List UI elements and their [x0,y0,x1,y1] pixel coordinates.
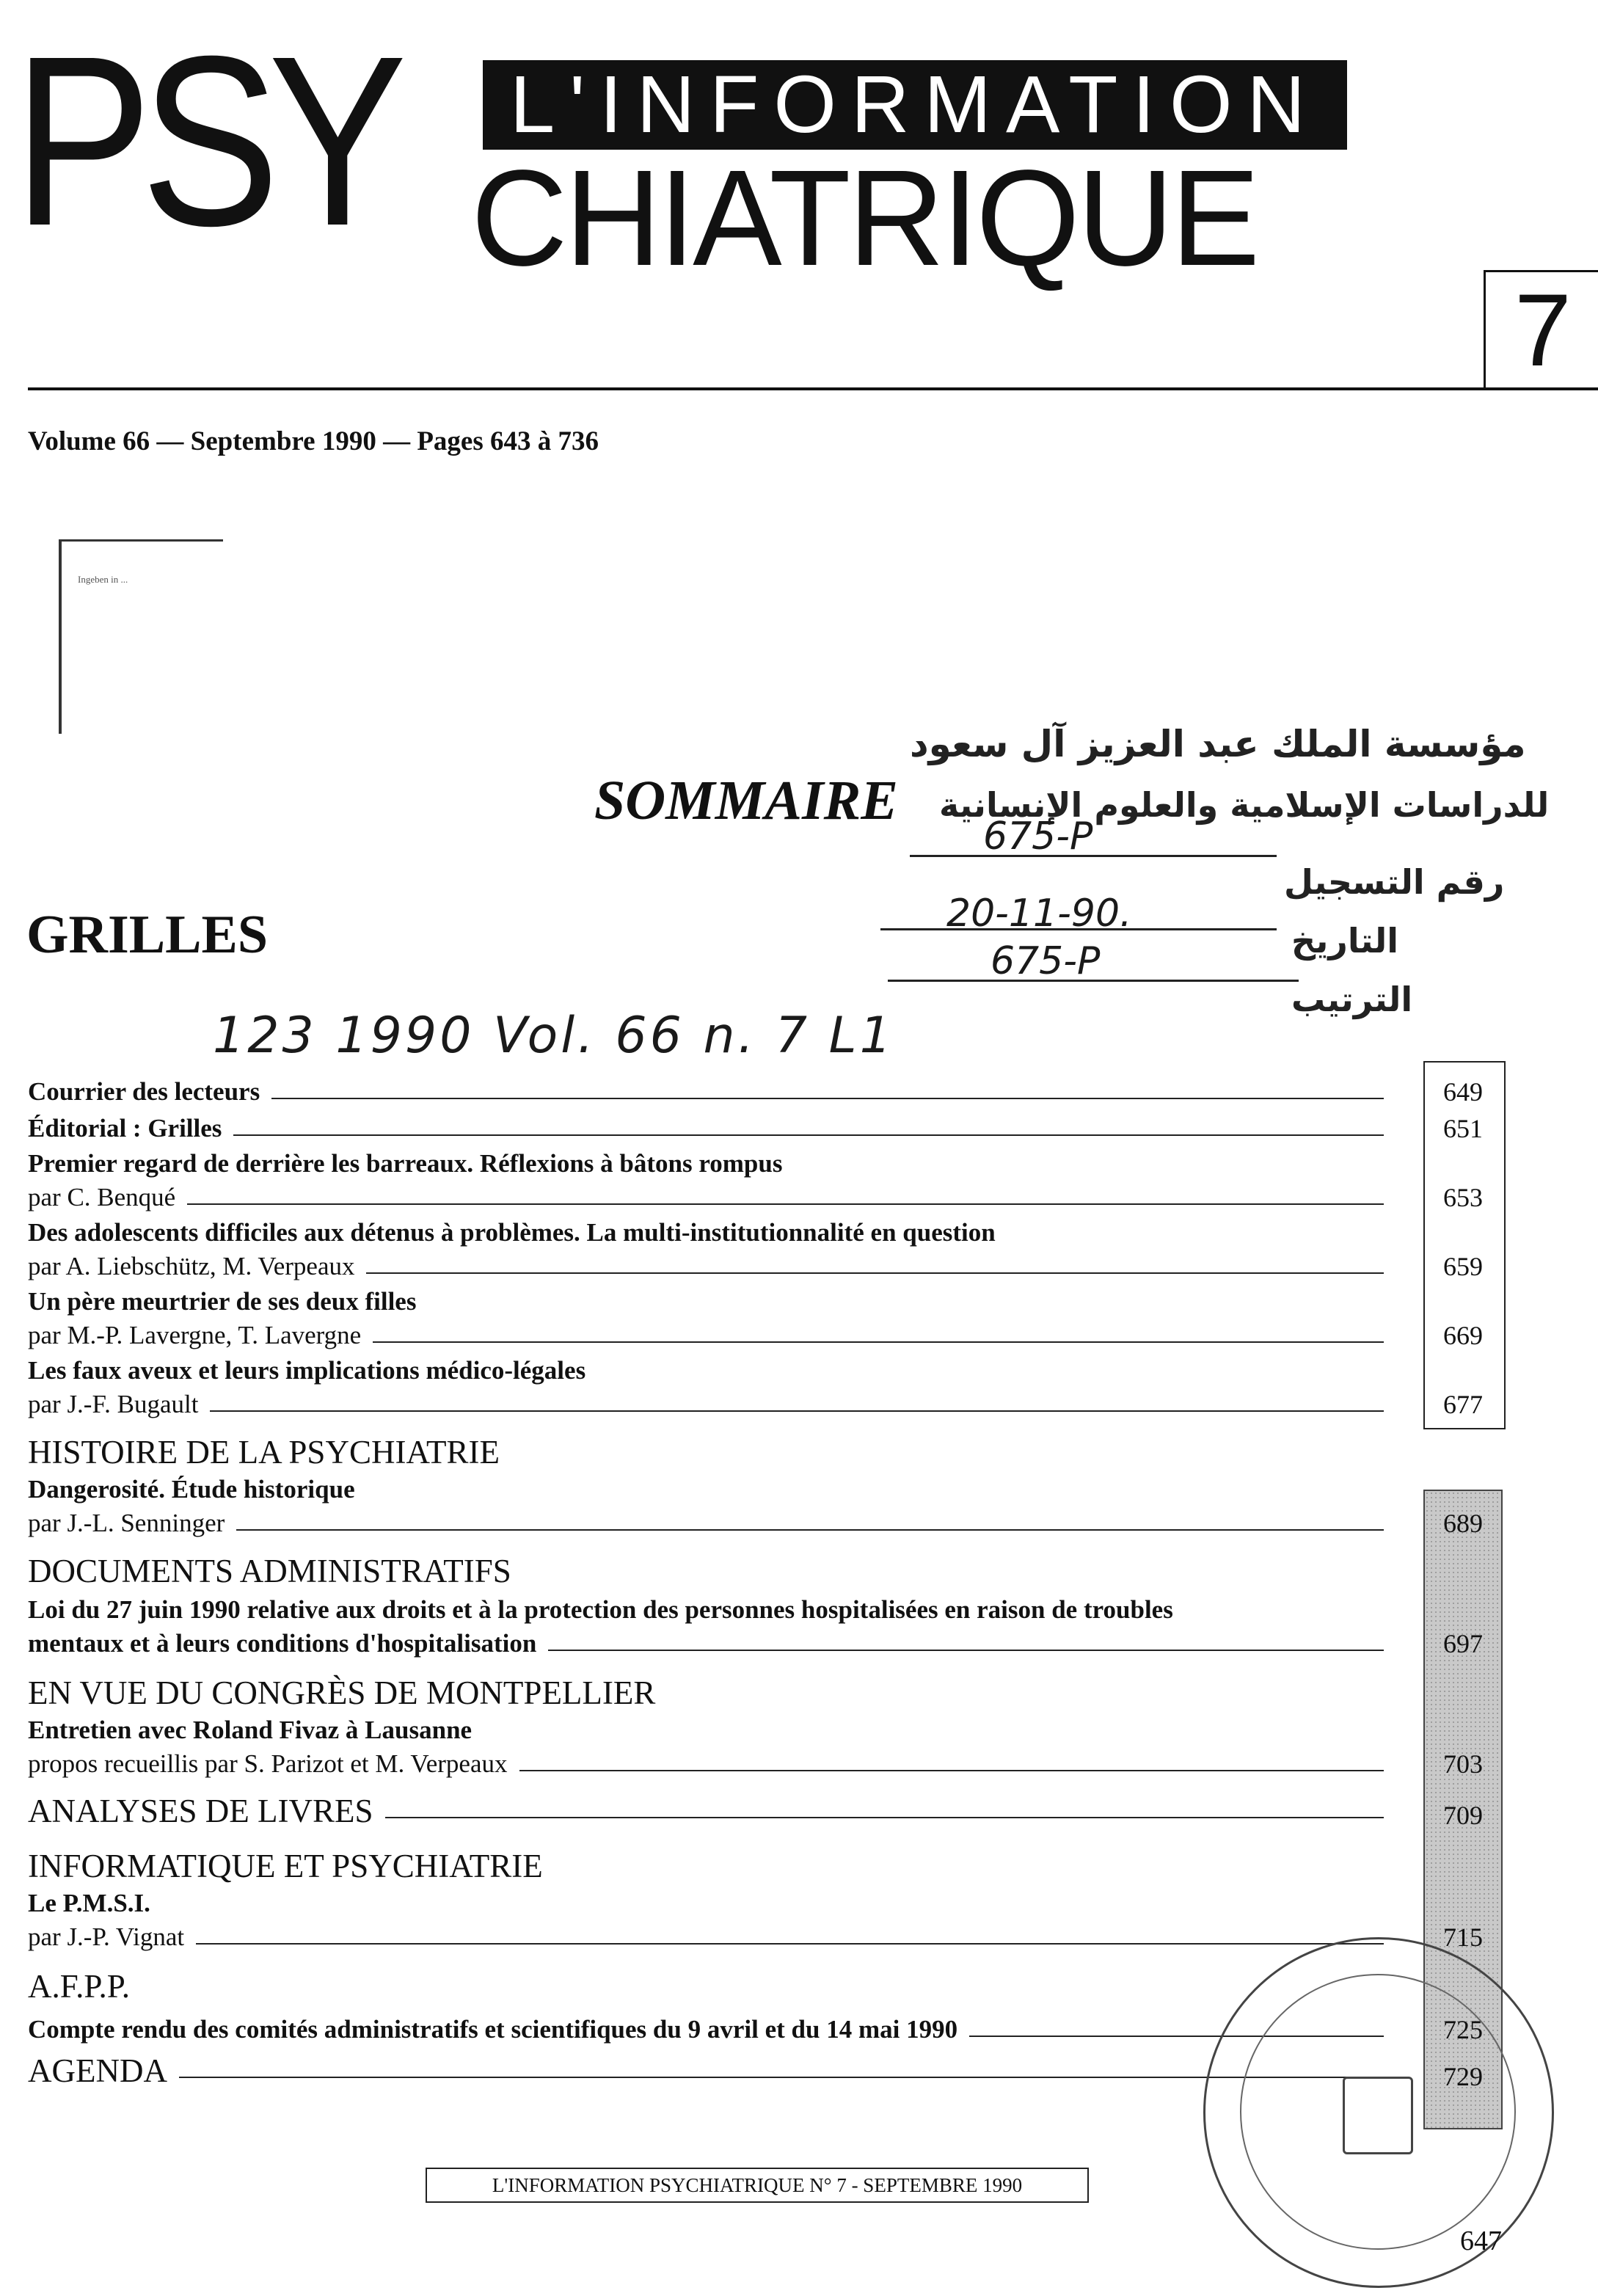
issue-number-box: 7 [1484,270,1598,390]
toc-title: Entretien avec Roland Fivaz à Lausanne [28,1716,473,1744]
toc-entry [28,1112,1384,1145]
volume-line: Volume 66 — Septembre 1990 — Pages 643 à 736 [28,426,599,456]
toc-author: par M.-P. Lavergne, T. Lavergne [28,1321,362,1349]
section-heading: EN VUE DU CONGRÈS DE MONTPELLIER [28,1674,656,1711]
section-heading: DOCUMENTS ADMINISTRATIFS [28,1553,511,1589]
leader-line [236,1529,1384,1531]
arabic-label-registration: رقم التسجيل [1284,862,1505,902]
toc-title: Les faux aveux et leurs implications médico-légales [28,1356,586,1385]
toc-entry [28,1076,1384,1108]
toc-page: 649 [1443,1077,1483,1107]
toc-entry [28,1507,1384,1539]
sommaire-title: SOMMAIRE [594,770,898,831]
toc-title: Loi du 27 juin 1990 relative aux droits et à la protection des personnes hospitalisées en raison de troubles [28,1595,1173,1624]
toc-title: Le P.M.S.I. [28,1889,150,1917]
logo-information-banner: L'INFORMATION [483,60,1347,150]
toc-page: 677 [1443,1390,1483,1419]
toc-page: 715 [1443,1923,1483,1952]
leader-line [187,1203,1384,1205]
stamp-rule [880,928,1277,930]
arabic-stamp-line2: للدراسات الإسلامية والعلوم الإنسانية [939,785,1550,825]
page-number: 647 [1460,2226,1502,2256]
toc-title: Premier regard de derrière les barreaux. Réflexions à bâtons rompus [28,1149,783,1178]
logo-psy: PSY [13,5,396,276]
toc-entry [28,1319,1384,1352]
logo-chiatrique: CHIATRIQUE [471,142,1258,294]
section-heading: HISTOIRE DE LA PSYCHIATRIE [28,1434,500,1470]
section-heading: A.F.P.P. [28,1968,130,2005]
seal-emblem [1343,2077,1413,2154]
stamp-order-value: 675-P [990,939,1101,983]
toc-page: 725 [1443,2015,1483,2044]
toc-author: par J.-F. Bugault [28,1390,199,1418]
arabic-label-order: الترتيب [1291,980,1413,1019]
leader-line [271,1098,1384,1099]
toc-author: par J.-L. Senninger [28,1509,225,1537]
toc-author: par J.-P. Vignat [28,1923,185,1951]
leader-line [233,1134,1384,1136]
section-heading: AGENDA [28,2052,167,2089]
toc-page: 697 [1443,1629,1483,1658]
toc-page: 651 [1443,1114,1483,1143]
stamp-registration-value: 675-P [983,814,1093,859]
toc-title: Courrier des lecteurs [28,1077,260,1106]
leader-line [385,1817,1384,1818]
toc-title: Des adolescents difficiles aux détenus à problèmes. La multi-institutionnalité en question [28,1218,996,1247]
toc-title: mentaux et à leurs conditions d'hospitalisation [28,1629,537,1658]
leader-line [210,1410,1384,1412]
stamp-rule [888,980,1299,982]
leader-line [179,2077,1384,2078]
leader-line [548,1650,1384,1651]
library-stamp-frame [59,539,223,734]
section-heading: INFORMATIQUE ET PSYCHIATRIE [28,1848,543,1884]
handwritten-reference: 123 1990 Vol. 66 n. 7 L1 [213,1007,894,1065]
toc-page: 729 [1443,2062,1483,2091]
toc-author: par A. Liebschütz, M. Verpeaux [28,1252,355,1280]
toc-entry [28,1795,1384,1827]
toc-entry [28,1921,1384,1953]
toc-page: 653 [1443,1183,1483,1212]
toc-title: Éditorial : Grilles [28,1114,222,1142]
stamp-date-value: 20-11-90. [946,892,1132,936]
leader-line [196,1943,1384,1945]
toc-page: 709 [1443,1801,1483,1830]
toc-entry [28,1250,1384,1283]
toc-entry [28,1388,1384,1421]
toc-title: Dangerosité. Étude historique [28,1475,355,1504]
toc-title: Un père meurtrier de ses deux filles [28,1287,417,1316]
section-heading: ANALYSES DE LIVRES [28,1793,373,1829]
toc-entry [28,1748,1384,1780]
toc-entry [28,1628,1384,1660]
footer-citation: L'INFORMATION PSYCHIATRIQUE N° 7 - SEPTEMBRE 1990 [426,2168,1089,2203]
toc-page: 689 [1443,1509,1483,1538]
toc-author: par C. Benqué [28,1183,176,1211]
leader-line [366,1272,1384,1274]
leader-line [373,1341,1384,1343]
toc-entry [28,2052,1384,2089]
arabic-label-date: التاريخ [1291,921,1398,961]
toc-page: 669 [1443,1321,1483,1350]
leader-line [519,1770,1384,1771]
library-stamp-text: Ingeben in ... [78,574,128,585]
toc-entry [28,1181,1384,1214]
masthead-rule [28,387,1598,390]
toc-title: Compte rendu des comités administratifs et scientifiques du 9 avril et du 14 mai 1990 [28,2015,958,2044]
arabic-stamp-line1: مؤسسة الملك عبد العزيز آل سعود [910,723,1526,765]
stamp-rule [910,855,1277,857]
toc-author: propos recueillis par S. Parizot et M. Verpeaux [28,1749,508,1778]
toc-entry [28,2013,1384,2046]
toc-page: 659 [1443,1252,1483,1281]
toc-page: 703 [1443,1749,1483,1779]
theme-title: GRILLES [26,905,269,965]
